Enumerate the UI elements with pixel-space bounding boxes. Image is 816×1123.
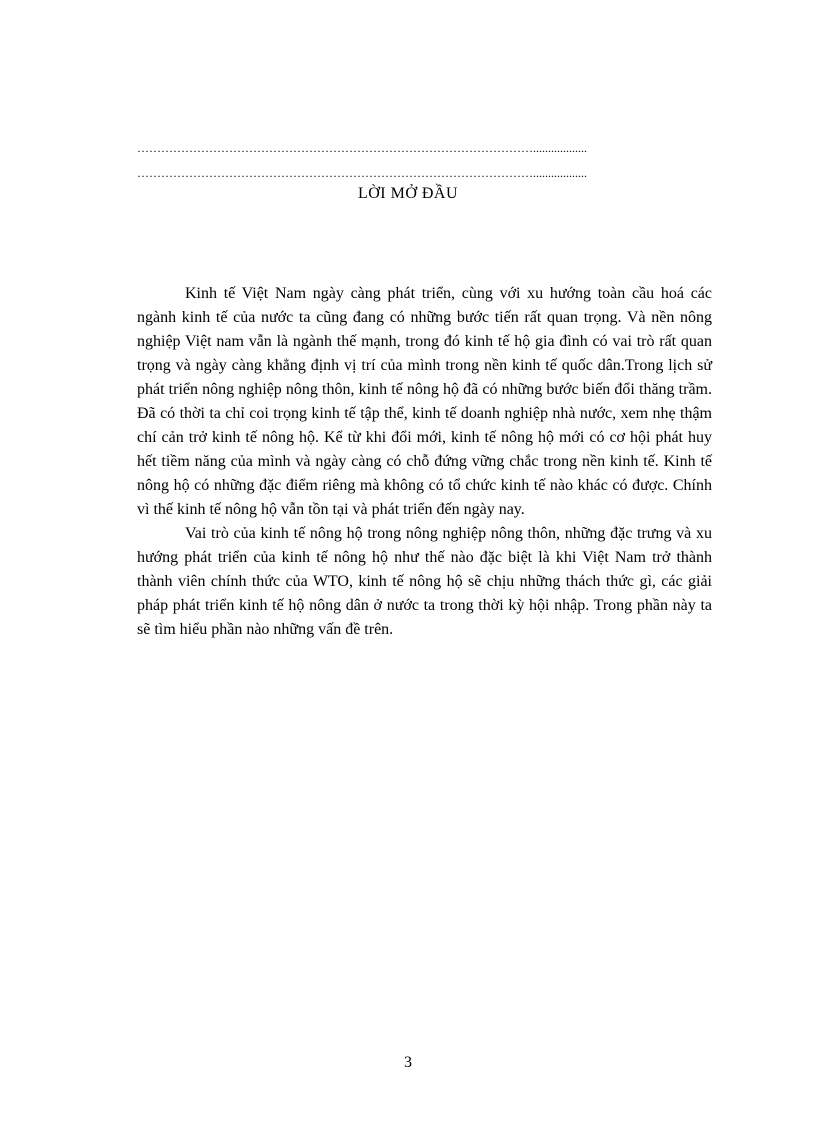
paragraph-2: Vai trò của kinh tế nông hộ trong nông nghiệp nông thôn, những đặc trưng và xu hướng phát triển của kinh tế nông hộ như thế nào đặc biệt là khi Việt Nam trở thành thành viên chính thức của WTO, kinh tế nông hộ sẽ chịu những thách thức gì, các giải pháp phát triển kinh tế hộ nông dân ở nước ta trong thời kỳ hội nhập. Trong phần này ta sẽ tìm hiểu phần nào những vấn đề trên.	[137, 525, 712, 638]
paragraph-1: Kinh tế Việt Nam ngày càng phát triển, cùng với xu hướng toàn cầu hoá các ngành kinh tế của nước ta cũng đang có những bước tiến rất quan trọng. Và nền nông nghiệp Việt nam vẫn là ngành thế mạnh, trong đó kinh tế hộ gia đình có vai trò rất quan trọng và ngày càng khẳng định vị trí của mình trong nền kinh tế quốc dân.Trong lịch sử phát triển nông nghiệp nông thôn, kinh tế nông hộ đã có những bước biến đổi thăng trầm. Đã có thời ta chỉ coi trọng kinh tế tập thể, kinh tế doanh nghiệp nhà nước, xem nhẹ thậm chí cản trở kinh tế nông hộ. Kể từ khi đổi mới, kinh tế nông hộ mới có cơ hội phát huy hết tiềm năng của mình và ngày càng có chỗ đứng vững chắc trong nền kinh tế. Kinh tế nông hộ có những đặc điểm riêng mà không có tổ chức kinh tế nào khác có được. Chính vì thế kinh tế nông hộ vẫn tồn tại và phát triển đến ngày nay.	[137, 285, 712, 518]
page-number: 3	[404, 1054, 412, 1071]
dotted-leader-line-2: ………………………………………………………………………………………..................	[137, 166, 587, 180]
dotted-leader-line-1: ………………………………………………………………………………………..................	[137, 141, 587, 155]
body-text	[137, 282, 712, 642]
page-title: LỜI MỞ ĐẦU	[357, 185, 459, 202]
